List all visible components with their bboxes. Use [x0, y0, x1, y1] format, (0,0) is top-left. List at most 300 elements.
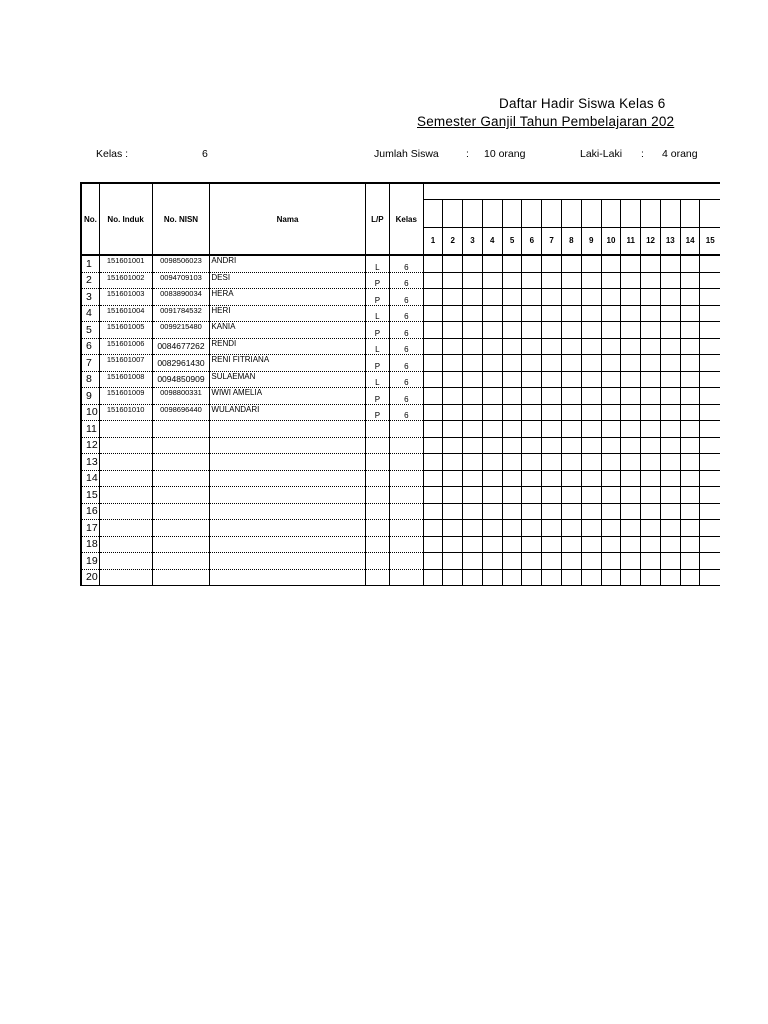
attendance-cell-day-7[interactable]: [542, 371, 562, 388]
attendance-cell-day-3[interactable]: [463, 520, 483, 537]
attendance-cell-day-13[interactable]: [660, 503, 680, 520]
attendance-cell-day-11[interactable]: [621, 338, 641, 355]
attendance-cell-day-11[interactable]: [621, 503, 641, 520]
attendance-cell-day-6[interactable]: [522, 404, 542, 421]
attendance-cell-day-15[interactable]: [700, 322, 720, 339]
attendance-cell-day-6[interactable]: [522, 437, 542, 454]
attendance-cell-day-5[interactable]: [502, 255, 522, 272]
attendance-cell-day-13[interactable]: [660, 454, 680, 471]
attendance-cell-day-6[interactable]: [522, 520, 542, 537]
attendance-cell-day-9[interactable]: [581, 454, 601, 471]
attendance-cell-day-8[interactable]: [562, 454, 582, 471]
attendance-cell-day-7[interactable]: [542, 421, 562, 438]
attendance-cell-day-5[interactable]: [502, 553, 522, 570]
attendance-cell-day-7[interactable]: [542, 322, 562, 339]
attendance-cell-day-1[interactable]: [423, 305, 443, 322]
attendance-cell-day-1[interactable]: [423, 388, 443, 405]
attendance-cell-day-11[interactable]: [621, 454, 641, 471]
attendance-cell-day-11[interactable]: [621, 404, 641, 421]
attendance-cell-day-1[interactable]: [423, 520, 443, 537]
attendance-cell-day-5[interactable]: [502, 272, 522, 289]
attendance-cell-day-14[interactable]: [680, 338, 700, 355]
attendance-cell-day-14[interactable]: [680, 487, 700, 504]
attendance-cell-day-12[interactable]: [641, 388, 661, 405]
attendance-cell-day-5[interactable]: [502, 454, 522, 471]
attendance-cell-day-11[interactable]: [621, 289, 641, 306]
attendance-cell-day-8[interactable]: [562, 569, 582, 586]
attendance-cell-day-15[interactable]: [700, 553, 720, 570]
attendance-cell-day-8[interactable]: [562, 388, 582, 405]
attendance-cell-day-13[interactable]: [660, 322, 680, 339]
attendance-cell-day-6[interactable]: [522, 255, 542, 272]
attendance-cell-day-7[interactable]: [542, 553, 562, 570]
attendance-cell-day-15[interactable]: [700, 454, 720, 471]
attendance-cell-day-2[interactable]: [443, 454, 463, 471]
attendance-cell-day-10[interactable]: [601, 355, 621, 372]
attendance-cell-day-1[interactable]: [423, 569, 443, 586]
attendance-cell-day-13[interactable]: [660, 272, 680, 289]
attendance-cell-day-12[interactable]: [641, 553, 661, 570]
attendance-cell-day-5[interactable]: [502, 487, 522, 504]
attendance-cell-day-11[interactable]: [621, 569, 641, 586]
attendance-cell-day-7[interactable]: [542, 355, 562, 372]
attendance-cell-day-1[interactable]: [423, 487, 443, 504]
attendance-cell-day-6[interactable]: [522, 322, 542, 339]
attendance-cell-day-5[interactable]: [502, 371, 522, 388]
attendance-cell-day-3[interactable]: [463, 272, 483, 289]
attendance-cell-day-7[interactable]: [542, 520, 562, 537]
attendance-cell-day-3[interactable]: [463, 388, 483, 405]
attendance-cell-day-13[interactable]: [660, 470, 680, 487]
attendance-cell-day-8[interactable]: [562, 553, 582, 570]
attendance-cell-day-13[interactable]: [660, 569, 680, 586]
attendance-cell-day-3[interactable]: [463, 305, 483, 322]
attendance-cell-day-4[interactable]: [482, 371, 502, 388]
attendance-cell-day-15[interactable]: [700, 388, 720, 405]
attendance-cell-day-3[interactable]: [463, 553, 483, 570]
attendance-cell-day-13[interactable]: [660, 305, 680, 322]
attendance-cell-day-2[interactable]: [443, 487, 463, 504]
attendance-cell-day-3[interactable]: [463, 536, 483, 553]
attendance-cell-day-14[interactable]: [680, 553, 700, 570]
attendance-cell-day-7[interactable]: [542, 454, 562, 471]
attendance-cell-day-5[interactable]: [502, 322, 522, 339]
attendance-cell-day-14[interactable]: [680, 536, 700, 553]
attendance-cell-day-5[interactable]: [502, 503, 522, 520]
attendance-cell-day-11[interactable]: [621, 421, 641, 438]
attendance-cell-day-12[interactable]: [641, 355, 661, 372]
attendance-cell-day-15[interactable]: [700, 421, 720, 438]
attendance-cell-day-10[interactable]: [601, 454, 621, 471]
attendance-cell-day-9[interactable]: [581, 553, 601, 570]
attendance-cell-day-14[interactable]: [680, 454, 700, 471]
attendance-cell-day-7[interactable]: [542, 305, 562, 322]
attendance-cell-day-9[interactable]: [581, 388, 601, 405]
attendance-cell-day-10[interactable]: [601, 536, 621, 553]
attendance-cell-day-6[interactable]: [522, 388, 542, 405]
attendance-cell-day-9[interactable]: [581, 536, 601, 553]
attendance-cell-day-8[interactable]: [562, 322, 582, 339]
attendance-cell-day-6[interactable]: [522, 338, 542, 355]
attendance-cell-day-11[interactable]: [621, 272, 641, 289]
attendance-cell-day-13[interactable]: [660, 520, 680, 537]
attendance-cell-day-6[interactable]: [522, 569, 542, 586]
attendance-cell-day-10[interactable]: [601, 421, 621, 438]
attendance-cell-day-3[interactable]: [463, 487, 483, 504]
attendance-cell-day-12[interactable]: [641, 421, 661, 438]
attendance-cell-day-10[interactable]: [601, 569, 621, 586]
attendance-cell-day-9[interactable]: [581, 371, 601, 388]
attendance-cell-day-3[interactable]: [463, 322, 483, 339]
attendance-cell-day-11[interactable]: [621, 520, 641, 537]
attendance-cell-day-5[interactable]: [502, 404, 522, 421]
attendance-cell-day-11[interactable]: [621, 553, 641, 570]
attendance-cell-day-2[interactable]: [443, 371, 463, 388]
attendance-cell-day-3[interactable]: [463, 355, 483, 372]
attendance-cell-day-1[interactable]: [423, 272, 443, 289]
attendance-cell-day-2[interactable]: [443, 404, 463, 421]
attendance-cell-day-5[interactable]: [502, 437, 522, 454]
attendance-cell-day-3[interactable]: [463, 255, 483, 272]
attendance-cell-day-3[interactable]: [463, 470, 483, 487]
attendance-cell-day-9[interactable]: [581, 437, 601, 454]
attendance-cell-day-9[interactable]: [581, 569, 601, 586]
attendance-cell-day-14[interactable]: [680, 289, 700, 306]
attendance-cell-day-3[interactable]: [463, 289, 483, 306]
attendance-cell-day-7[interactable]: [542, 338, 562, 355]
attendance-cell-day-15[interactable]: [700, 404, 720, 421]
attendance-cell-day-12[interactable]: [641, 289, 661, 306]
attendance-cell-day-10[interactable]: [601, 305, 621, 322]
attendance-cell-day-2[interactable]: [443, 569, 463, 586]
attendance-cell-day-8[interactable]: [562, 355, 582, 372]
attendance-cell-day-1[interactable]: [423, 503, 443, 520]
attendance-cell-day-1[interactable]: [423, 553, 443, 570]
attendance-cell-day-5[interactable]: [502, 338, 522, 355]
attendance-cell-day-1[interactable]: [423, 322, 443, 339]
attendance-cell-day-8[interactable]: [562, 421, 582, 438]
attendance-cell-day-14[interactable]: [680, 569, 700, 586]
attendance-cell-day-14[interactable]: [680, 355, 700, 372]
attendance-cell-day-11[interactable]: [621, 355, 641, 372]
attendance-cell-day-3[interactable]: [463, 371, 483, 388]
attendance-cell-day-14[interactable]: [680, 404, 700, 421]
attendance-cell-day-15[interactable]: [700, 520, 720, 537]
attendance-cell-day-7[interactable]: [542, 437, 562, 454]
attendance-cell-day-7[interactable]: [542, 503, 562, 520]
attendance-cell-day-2[interactable]: [443, 289, 463, 306]
attendance-cell-day-10[interactable]: [601, 322, 621, 339]
attendance-cell-day-11[interactable]: [621, 322, 641, 339]
attendance-cell-day-2[interactable]: [443, 388, 463, 405]
attendance-cell-day-10[interactable]: [601, 470, 621, 487]
attendance-cell-day-11[interactable]: [621, 487, 641, 504]
attendance-cell-day-15[interactable]: [700, 355, 720, 372]
attendance-cell-day-9[interactable]: [581, 289, 601, 306]
attendance-cell-day-13[interactable]: [660, 536, 680, 553]
attendance-cell-day-10[interactable]: [601, 272, 621, 289]
attendance-cell-day-2[interactable]: [443, 255, 463, 272]
attendance-cell-day-10[interactable]: [601, 520, 621, 537]
attendance-cell-day-8[interactable]: [562, 371, 582, 388]
attendance-cell-day-5[interactable]: [502, 569, 522, 586]
attendance-cell-day-15[interactable]: [700, 289, 720, 306]
attendance-cell-day-3[interactable]: [463, 404, 483, 421]
attendance-cell-day-1[interactable]: [423, 421, 443, 438]
attendance-cell-day-4[interactable]: [482, 503, 502, 520]
attendance-cell-day-7[interactable]: [542, 388, 562, 405]
attendance-cell-day-12[interactable]: [641, 255, 661, 272]
attendance-cell-day-4[interactable]: [482, 421, 502, 438]
attendance-cell-day-14[interactable]: [680, 305, 700, 322]
attendance-cell-day-9[interactable]: [581, 322, 601, 339]
attendance-cell-day-8[interactable]: [562, 255, 582, 272]
attendance-cell-day-13[interactable]: [660, 404, 680, 421]
attendance-cell-day-10[interactable]: [601, 255, 621, 272]
attendance-cell-day-15[interactable]: [700, 437, 720, 454]
attendance-cell-day-2[interactable]: [443, 421, 463, 438]
attendance-cell-day-6[interactable]: [522, 371, 542, 388]
attendance-cell-day-9[interactable]: [581, 404, 601, 421]
attendance-cell-day-2[interactable]: [443, 322, 463, 339]
attendance-cell-day-12[interactable]: [641, 454, 661, 471]
attendance-cell-day-12[interactable]: [641, 322, 661, 339]
attendance-cell-day-8[interactable]: [562, 437, 582, 454]
attendance-cell-day-10[interactable]: [601, 437, 621, 454]
attendance-cell-day-7[interactable]: [542, 536, 562, 553]
attendance-cell-day-12[interactable]: [641, 487, 661, 504]
attendance-cell-day-14[interactable]: [680, 520, 700, 537]
attendance-cell-day-14[interactable]: [680, 388, 700, 405]
attendance-cell-day-1[interactable]: [423, 371, 443, 388]
attendance-cell-day-4[interactable]: [482, 388, 502, 405]
attendance-cell-day-2[interactable]: [443, 338, 463, 355]
attendance-cell-day-9[interactable]: [581, 470, 601, 487]
attendance-cell-day-9[interactable]: [581, 520, 601, 537]
attendance-cell-day-12[interactable]: [641, 536, 661, 553]
attendance-cell-day-12[interactable]: [641, 437, 661, 454]
attendance-cell-day-14[interactable]: [680, 322, 700, 339]
attendance-cell-day-3[interactable]: [463, 503, 483, 520]
attendance-cell-day-9[interactable]: [581, 305, 601, 322]
attendance-cell-day-15[interactable]: [700, 487, 720, 504]
attendance-cell-day-12[interactable]: [641, 272, 661, 289]
attendance-cell-day-15[interactable]: [700, 371, 720, 388]
attendance-cell-day-6[interactable]: [522, 289, 542, 306]
attendance-cell-day-14[interactable]: [680, 255, 700, 272]
attendance-cell-day-5[interactable]: [502, 289, 522, 306]
attendance-cell-day-4[interactable]: [482, 437, 502, 454]
attendance-cell-day-11[interactable]: [621, 470, 641, 487]
attendance-cell-day-4[interactable]: [482, 520, 502, 537]
attendance-cell-day-7[interactable]: [542, 470, 562, 487]
attendance-cell-day-4[interactable]: [482, 569, 502, 586]
attendance-cell-day-15[interactable]: [700, 255, 720, 272]
attendance-cell-day-4[interactable]: [482, 553, 502, 570]
attendance-cell-day-4[interactable]: [482, 470, 502, 487]
attendance-cell-day-8[interactable]: [562, 520, 582, 537]
attendance-cell-day-2[interactable]: [443, 305, 463, 322]
attendance-cell-day-5[interactable]: [502, 388, 522, 405]
attendance-cell-day-3[interactable]: [463, 421, 483, 438]
attendance-cell-day-1[interactable]: [423, 454, 443, 471]
attendance-cell-day-10[interactable]: [601, 503, 621, 520]
attendance-cell-day-4[interactable]: [482, 322, 502, 339]
attendance-cell-day-13[interactable]: [660, 421, 680, 438]
attendance-cell-day-5[interactable]: [502, 355, 522, 372]
attendance-cell-day-4[interactable]: [482, 289, 502, 306]
attendance-cell-day-1[interactable]: [423, 404, 443, 421]
attendance-cell-day-13[interactable]: [660, 388, 680, 405]
attendance-cell-day-8[interactable]: [562, 305, 582, 322]
attendance-cell-day-1[interactable]: [423, 289, 443, 306]
attendance-cell-day-8[interactable]: [562, 338, 582, 355]
attendance-cell-day-4[interactable]: [482, 536, 502, 553]
attendance-cell-day-14[interactable]: [680, 503, 700, 520]
attendance-cell-day-15[interactable]: [700, 503, 720, 520]
attendance-cell-day-1[interactable]: [423, 536, 443, 553]
attendance-cell-day-2[interactable]: [443, 553, 463, 570]
attendance-cell-day-7[interactable]: [542, 487, 562, 504]
attendance-cell-day-8[interactable]: [562, 272, 582, 289]
attendance-cell-day-8[interactable]: [562, 470, 582, 487]
attendance-cell-day-9[interactable]: [581, 503, 601, 520]
attendance-cell-day-6[interactable]: [522, 305, 542, 322]
attendance-cell-day-2[interactable]: [443, 470, 463, 487]
attendance-cell-day-6[interactable]: [522, 470, 542, 487]
attendance-cell-day-8[interactable]: [562, 536, 582, 553]
attendance-cell-day-1[interactable]: [423, 255, 443, 272]
attendance-cell-day-10[interactable]: [601, 289, 621, 306]
attendance-cell-day-9[interactable]: [581, 355, 601, 372]
attendance-cell-day-6[interactable]: [522, 421, 542, 438]
attendance-cell-day-13[interactable]: [660, 355, 680, 372]
attendance-cell-day-6[interactable]: [522, 355, 542, 372]
attendance-cell-day-12[interactable]: [641, 470, 661, 487]
attendance-cell-day-9[interactable]: [581, 421, 601, 438]
attendance-cell-day-2[interactable]: [443, 536, 463, 553]
attendance-cell-day-2[interactable]: [443, 437, 463, 454]
attendance-cell-day-5[interactable]: [502, 421, 522, 438]
attendance-cell-day-6[interactable]: [522, 454, 542, 471]
attendance-cell-day-14[interactable]: [680, 470, 700, 487]
attendance-cell-day-3[interactable]: [463, 569, 483, 586]
attendance-cell-day-6[interactable]: [522, 503, 542, 520]
attendance-cell-day-10[interactable]: [601, 338, 621, 355]
attendance-cell-day-6[interactable]: [522, 487, 542, 504]
attendance-cell-day-7[interactable]: [542, 289, 562, 306]
attendance-cell-day-15[interactable]: [700, 470, 720, 487]
attendance-cell-day-14[interactable]: [680, 272, 700, 289]
attendance-cell-day-3[interactable]: [463, 454, 483, 471]
attendance-cell-day-10[interactable]: [601, 553, 621, 570]
attendance-cell-day-2[interactable]: [443, 503, 463, 520]
attendance-cell-day-12[interactable]: [641, 404, 661, 421]
attendance-cell-day-12[interactable]: [641, 569, 661, 586]
attendance-cell-day-15[interactable]: [700, 569, 720, 586]
attendance-cell-day-1[interactable]: [423, 355, 443, 372]
attendance-cell-day-10[interactable]: [601, 388, 621, 405]
attendance-cell-day-7[interactable]: [542, 272, 562, 289]
attendance-cell-day-5[interactable]: [502, 470, 522, 487]
attendance-cell-day-6[interactable]: [522, 272, 542, 289]
attendance-cell-day-13[interactable]: [660, 289, 680, 306]
attendance-cell-day-1[interactable]: [423, 437, 443, 454]
attendance-cell-day-4[interactable]: [482, 454, 502, 471]
attendance-cell-day-12[interactable]: [641, 338, 661, 355]
attendance-cell-day-4[interactable]: [482, 404, 502, 421]
attendance-cell-day-4[interactable]: [482, 255, 502, 272]
attendance-cell-day-11[interactable]: [621, 388, 641, 405]
attendance-cell-day-7[interactable]: [542, 255, 562, 272]
attendance-cell-day-6[interactable]: [522, 536, 542, 553]
attendance-cell-day-13[interactable]: [660, 255, 680, 272]
attendance-cell-day-13[interactable]: [660, 371, 680, 388]
attendance-cell-day-12[interactable]: [641, 503, 661, 520]
attendance-cell-day-15[interactable]: [700, 272, 720, 289]
attendance-cell-day-9[interactable]: [581, 272, 601, 289]
attendance-cell-day-13[interactable]: [660, 553, 680, 570]
attendance-cell-day-11[interactable]: [621, 255, 641, 272]
attendance-cell-day-15[interactable]: [700, 305, 720, 322]
attendance-cell-day-9[interactable]: [581, 338, 601, 355]
attendance-cell-day-1[interactable]: [423, 470, 443, 487]
attendance-cell-day-15[interactable]: [700, 338, 720, 355]
attendance-cell-day-11[interactable]: [621, 536, 641, 553]
attendance-cell-day-12[interactable]: [641, 305, 661, 322]
attendance-cell-day-14[interactable]: [680, 437, 700, 454]
attendance-cell-day-1[interactable]: [423, 338, 443, 355]
attendance-cell-day-5[interactable]: [502, 520, 522, 537]
attendance-cell-day-11[interactable]: [621, 305, 641, 322]
attendance-cell-day-7[interactable]: [542, 569, 562, 586]
attendance-cell-day-14[interactable]: [680, 421, 700, 438]
attendance-cell-day-9[interactable]: [581, 255, 601, 272]
attendance-cell-day-12[interactable]: [641, 371, 661, 388]
attendance-cell-day-5[interactable]: [502, 305, 522, 322]
attendance-cell-day-5[interactable]: [502, 536, 522, 553]
attendance-cell-day-11[interactable]: [621, 371, 641, 388]
attendance-cell-day-11[interactable]: [621, 437, 641, 454]
attendance-cell-day-8[interactable]: [562, 289, 582, 306]
attendance-cell-day-2[interactable]: [443, 520, 463, 537]
attendance-cell-day-10[interactable]: [601, 487, 621, 504]
attendance-cell-day-4[interactable]: [482, 338, 502, 355]
attendance-cell-day-13[interactable]: [660, 338, 680, 355]
attendance-cell-day-13[interactable]: [660, 487, 680, 504]
attendance-cell-day-8[interactable]: [562, 503, 582, 520]
attendance-cell-day-4[interactable]: [482, 355, 502, 372]
attendance-cell-day-12[interactable]: [641, 520, 661, 537]
attendance-cell-day-13[interactable]: [660, 437, 680, 454]
attendance-cell-day-9[interactable]: [581, 487, 601, 504]
attendance-cell-day-8[interactable]: [562, 487, 582, 504]
attendance-cell-day-7[interactable]: [542, 404, 562, 421]
attendance-cell-day-15[interactable]: [700, 536, 720, 553]
attendance-cell-day-3[interactable]: [463, 437, 483, 454]
attendance-cell-day-10[interactable]: [601, 404, 621, 421]
attendance-cell-day-2[interactable]: [443, 272, 463, 289]
attendance-cell-day-14[interactable]: [680, 371, 700, 388]
attendance-cell-day-4[interactable]: [482, 305, 502, 322]
attendance-cell-day-6[interactable]: [522, 553, 542, 570]
attendance-cell-day-3[interactable]: [463, 338, 483, 355]
attendance-cell-day-2[interactable]: [443, 355, 463, 372]
attendance-cell-day-10[interactable]: [601, 371, 621, 388]
attendance-cell-day-4[interactable]: [482, 487, 502, 504]
attendance-cell-day-4[interactable]: [482, 272, 502, 289]
attendance-cell-day-8[interactable]: [562, 404, 582, 421]
